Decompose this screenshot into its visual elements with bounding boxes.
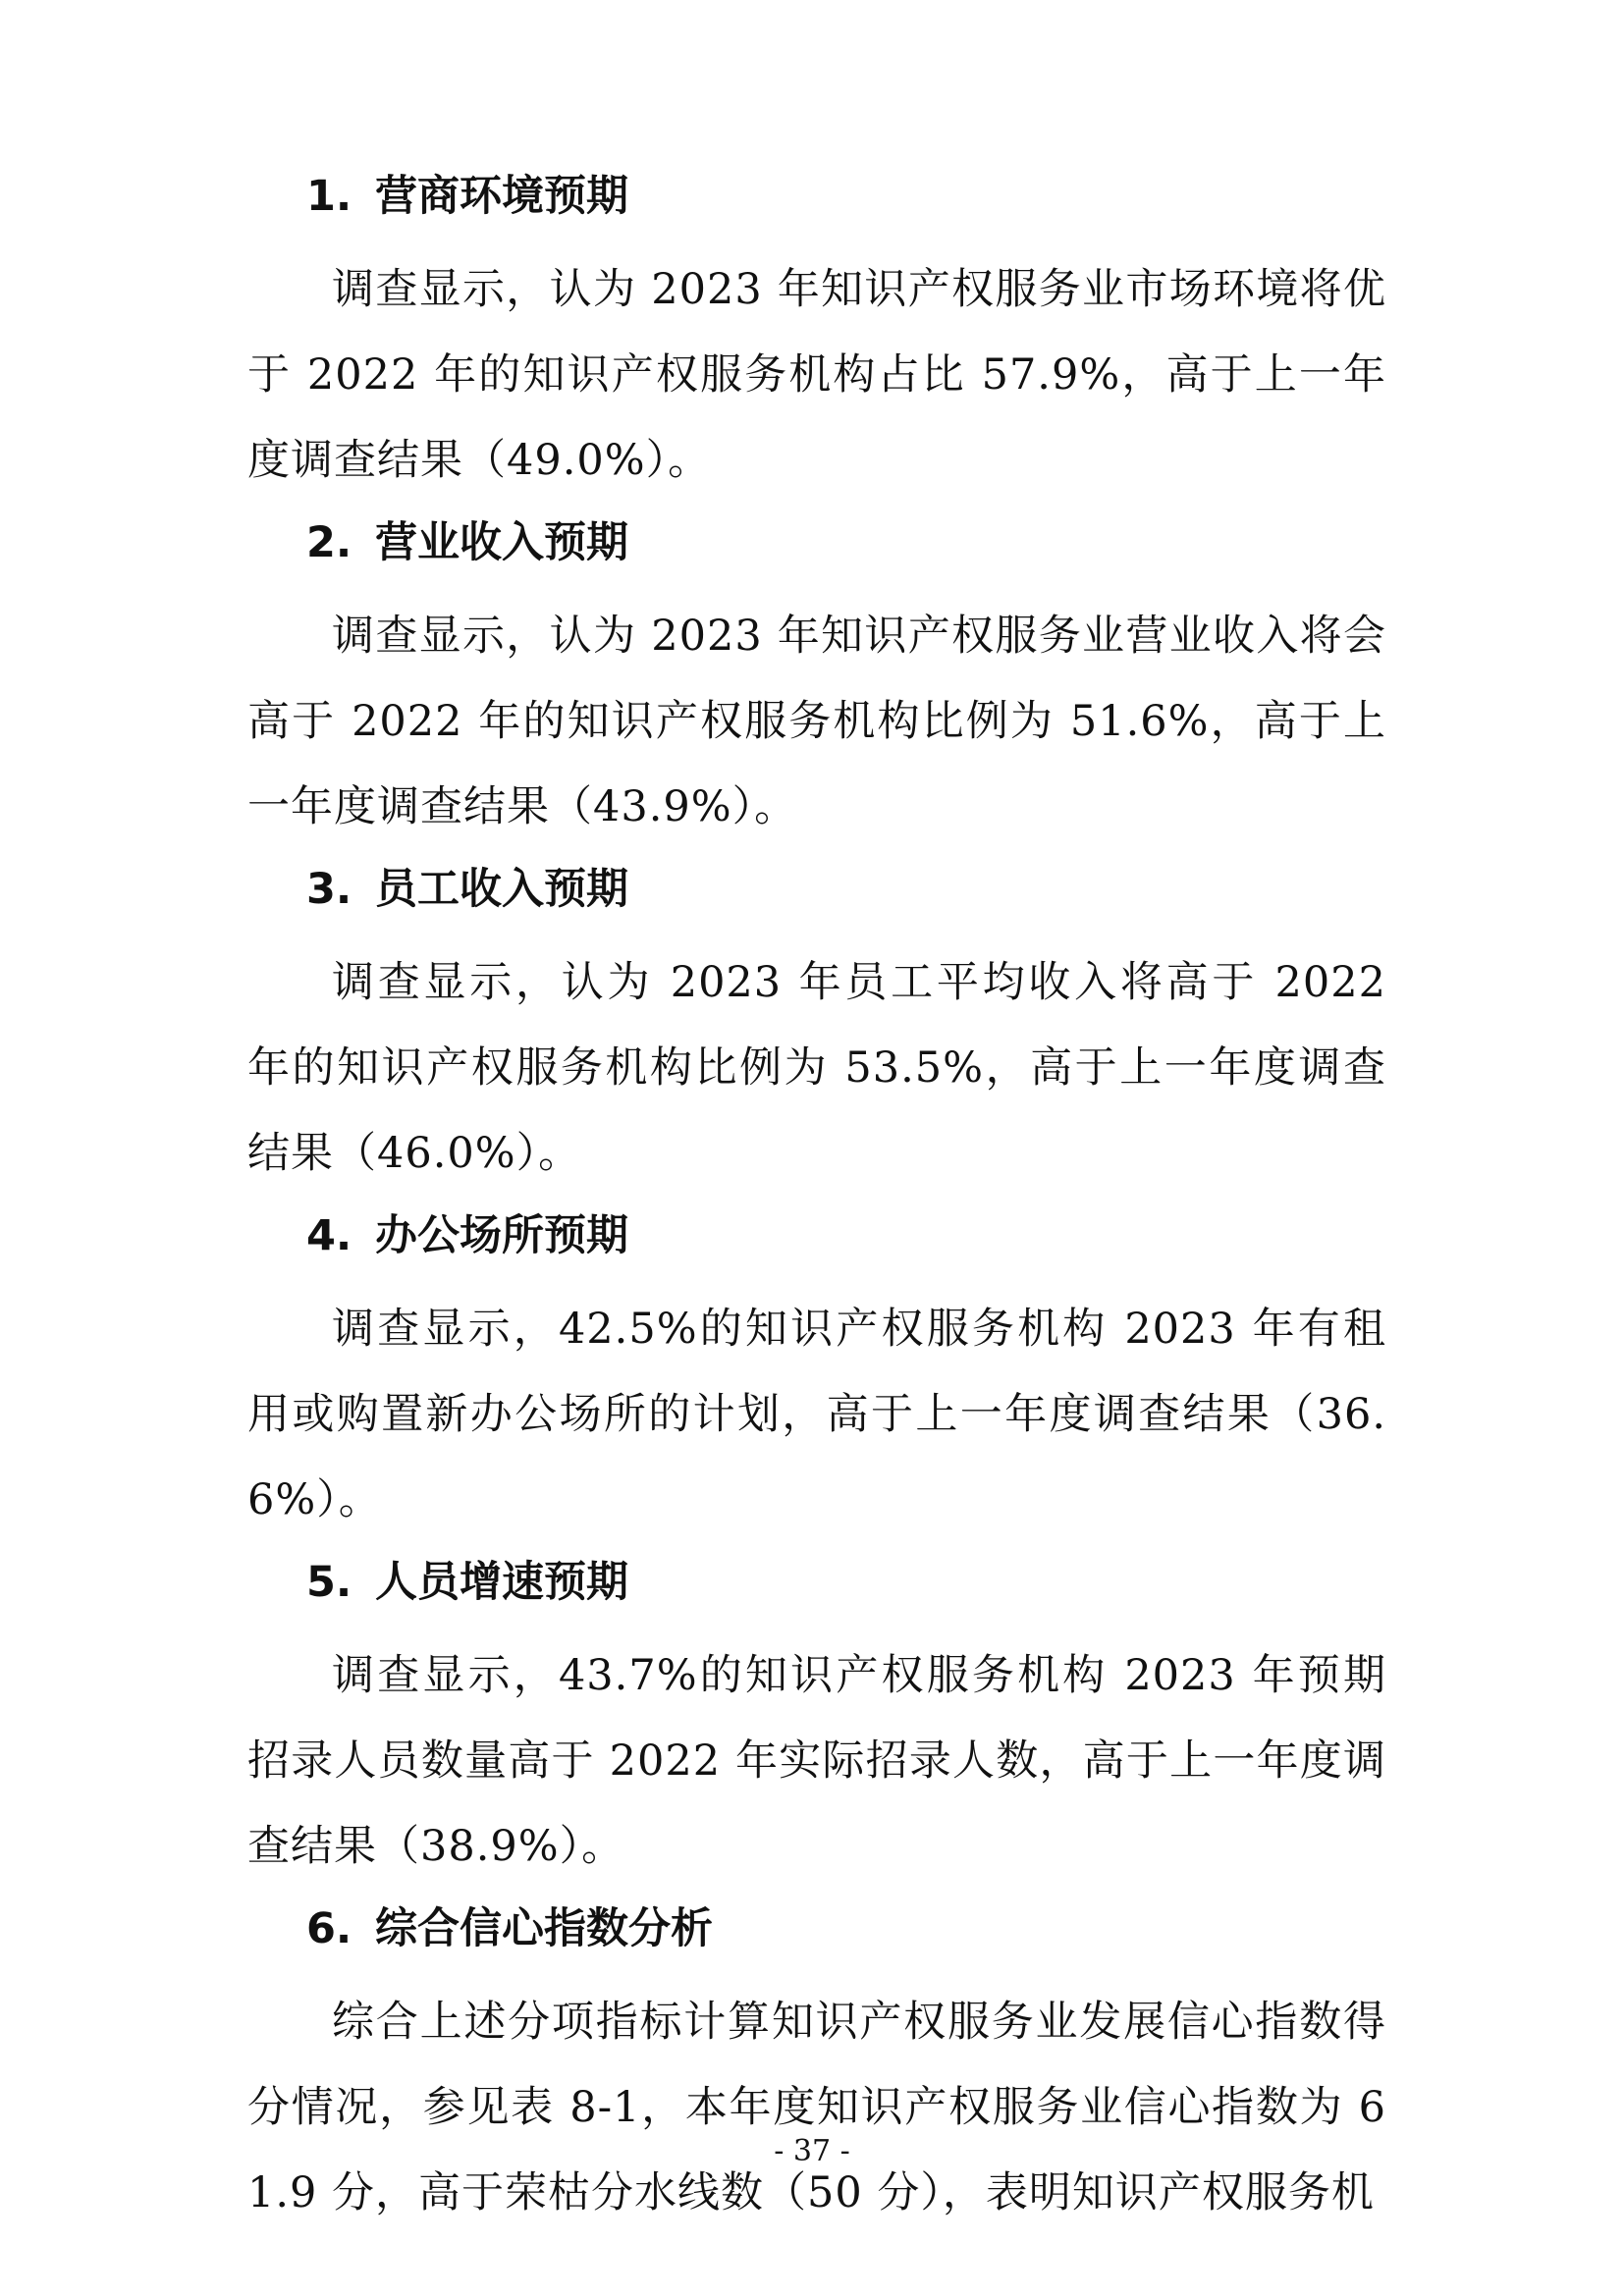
section-number: 2.: [306, 518, 352, 567]
section-paragraph: 调查显示，认为 2023 年员工平均收入将高于 2022 年的知识产权服务机构比例为 53.5%，高于上一年度调查结果（46.0%）。: [247, 958, 1386, 1178]
section-title: 综合信心指数分析: [375, 1904, 713, 1953]
section-confidence-index: [247, 1897, 1386, 2236]
section-employee-income: [247, 858, 1386, 1197]
section-heading: [247, 1204, 1386, 1267]
section-number: 5.: [306, 1558, 352, 1607]
section-title: 营业收入预期: [375, 518, 628, 567]
section-number: 1.: [306, 172, 352, 221]
document-page: [247, 165, 1386, 2244]
section-paragraph: 调查显示，42.5%的知识产权服务机构 2023 年有租用或购置新办公场所的计划，高于上一年度调查结果（36.6%）。: [247, 1305, 1386, 1524]
section-heading: [247, 1897, 1386, 1960]
section-title: 营商环境预期: [375, 172, 628, 221]
section-business-environment: [247, 165, 1386, 504]
section-heading: [247, 165, 1386, 228]
section-paragraph: 调查显示，认为 2023 年知识产权服务业市场环境将优于 2022 年的知识产权服务机构占比 57.9%，高于上一年度调查结果（49.0%）。: [247, 265, 1386, 485]
section-title: 办公场所预期: [375, 1211, 628, 1260]
section-number: 3.: [306, 865, 352, 914]
section-staff-growth: [247, 1551, 1386, 1890]
section-paragraph: 调查显示，43.7%的知识产权服务机构 2023 年预期招录人员数量高于 2022 年实际招录人数，高于上一年度调查结果（38.9%）。: [247, 1651, 1386, 1871]
section-paragraph: 调查显示，认为 2023 年知识产权服务业营业收入将会高于 2022 年的知识产权服务机构比例为 51.6%，高于上一年度调查结果（43.9%）。: [247, 612, 1386, 831]
section-office-space: [247, 1204, 1386, 1543]
section-heading: [247, 1551, 1386, 1614]
section-title: 人员增速预期: [375, 1558, 628, 1607]
section-title: 员工收入预期: [375, 865, 628, 914]
section-number: 4.: [306, 1211, 352, 1260]
page-number: - 37 -: [774, 2134, 850, 2168]
section-paragraph: 综合上述分项指标计算知识产权服务业发展信心指数得分情况，参见表 8-1，本年度知识产权服务业信心指数为 61.9 分，高于荣枯分水线数（50 分），表明知识产权服务机: [247, 1998, 1386, 2217]
section-number: 6.: [306, 1904, 352, 1953]
section-heading: [247, 858, 1386, 921]
section-heading: [247, 511, 1386, 574]
section-revenue: [247, 511, 1386, 850]
